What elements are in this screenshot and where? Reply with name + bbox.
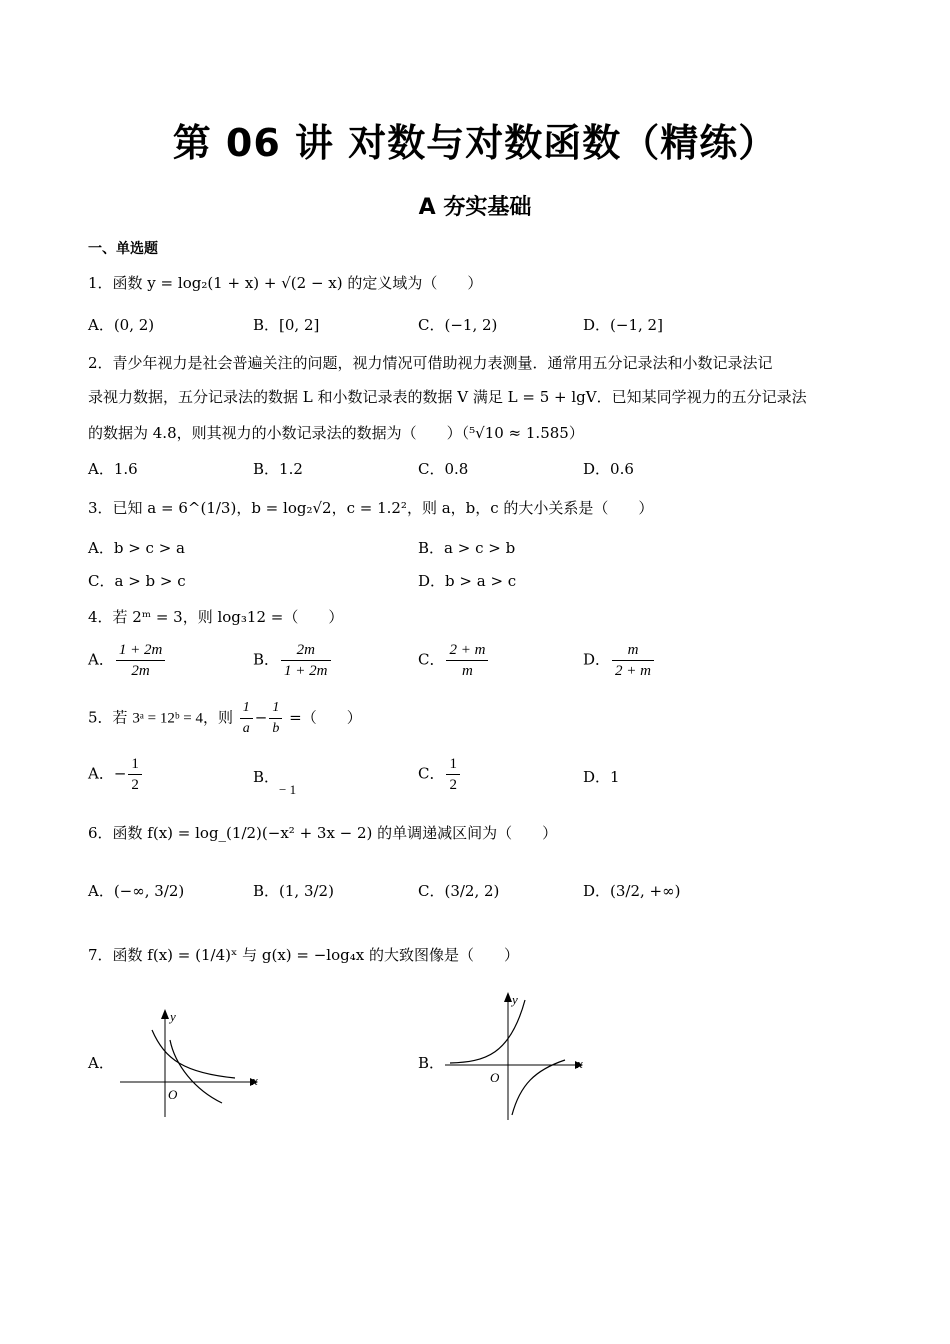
- q5-option-c[interactable]: C． $\frac{1}{2}$: [418, 754, 462, 795]
- graph-a-origin: O: [168, 1087, 178, 1102]
- q6-option-c[interactable]: C．(3/2, 2): [418, 882, 500, 900]
- graph-b-curve-g: [512, 1060, 565, 1115]
- question-2-line-1: 2．青少年视力是社会普遍关注的问题，视力情况可借助视力表测量．通常用五分记录法和小数记录法记: [88, 354, 773, 372]
- q6-option-a[interactable]: A．(−∞, 3/2): [88, 882, 185, 900]
- graph-a-y-label: y: [170, 1009, 176, 1024]
- question-6-stem: 6．函数 f(x) = log_(1/2)(−x² + 3x − 2) 的单调递减区间为（ ）: [88, 824, 558, 842]
- q5-option-d[interactable]: D．1: [583, 768, 620, 786]
- q1-option-b[interactable]: B．[0, 2]: [253, 316, 320, 334]
- q1-option-c[interactable]: C．(−1, 2): [418, 316, 498, 334]
- question-3-stem: 3．已知 a = 6^(1/3)，b = log₂√2，c = 1.2²，则 a，b，c 的大小关系是（ ）: [88, 499, 654, 517]
- q2-option-a[interactable]: A．1.6: [88, 460, 138, 478]
- q4-option-d[interactable]: D． $\frac{m}{2 + m}$: [583, 640, 656, 681]
- q7-option-b[interactable]: B．: [418, 1054, 445, 1072]
- graph-a-curve-f: [152, 1030, 235, 1078]
- graph-a-y-arrow: [161, 1009, 169, 1019]
- graph-b-curve-f: [450, 1000, 525, 1063]
- q5-option-b[interactable]: B．− 1: [253, 768, 297, 797]
- q2-option-b[interactable]: B．1.2: [253, 460, 303, 478]
- q4-option-c[interactable]: C． $\frac{2 + m}{m}$: [418, 640, 490, 681]
- q3-option-a[interactable]: A．b > c > a: [88, 539, 185, 557]
- q7-graph-a: [110, 1005, 270, 1120]
- q6-option-b[interactable]: B．(1, 3/2): [253, 882, 334, 900]
- q3-option-d[interactable]: D．b > a > c: [418, 572, 517, 590]
- q2-option-c[interactable]: C．0.8: [418, 460, 469, 478]
- q3-option-b[interactable]: B．a > c > b: [418, 539, 516, 557]
- question-1-stem: 1．函数 y = log₂(1 + x) + √(2 − x) 的定义域为（ ）: [88, 274, 483, 292]
- section-heading: 一、单选题: [88, 241, 158, 257]
- page-title: 第 06 讲 对数与对数函数（精练）: [172, 121, 778, 165]
- q2-option-d[interactable]: D．0.6: [583, 460, 634, 478]
- q7-option-a[interactable]: A．: [88, 1054, 114, 1072]
- q6-option-d[interactable]: D．(3/2, +∞): [583, 882, 681, 900]
- q1-option-d[interactable]: D．(−1, 2]: [583, 316, 663, 334]
- question-2-line-3: 的数据为 4.8，则其视力的小数记录法的数据为（ ）（⁵√10 ≈ 1.585）: [88, 424, 584, 442]
- graph-b-origin: O: [490, 1070, 500, 1085]
- q7-graph-b: [440, 990, 600, 1125]
- graph-a-x-label: x: [252, 1073, 258, 1088]
- question-7-stem: 7．函数 f(x) = (1/4)ˣ 与 g(x) = −log₄x 的大致图像是（ ）: [88, 946, 519, 964]
- graph-b-x-label: x: [577, 1056, 583, 1071]
- graph-b-y-label: y: [512, 992, 518, 1007]
- graph-a-curve-g: [170, 1040, 222, 1103]
- q4-option-b[interactable]: B． $\frac{2m}{1 + 2m}$: [253, 640, 333, 681]
- section-subtitle: A 夯实基础: [418, 195, 532, 220]
- q5-option-a[interactable]: A．− $\frac{1}{2}$: [88, 754, 144, 795]
- question-5-stem: 5．若 3ᵃ = 12ᵇ = 4，则 $\frac{1}{a}$ − $\frac{1}{b}$ =（ ）: [88, 700, 362, 736]
- question-2-line-2: 录视力数据，五分记录法的数据 L 和小数记录表的数据 V 满足 L = 5 + lgV．已知某同学视力的五分记录法: [88, 388, 807, 406]
- question-4-stem: 4．若 2ᵐ = 3，则 log₃12 =（ ）: [88, 608, 344, 626]
- graph-b-y-arrow: [504, 992, 512, 1002]
- q3-option-c[interactable]: C．a > b > c: [88, 572, 186, 590]
- q1-option-a[interactable]: A．(0, 2): [88, 316, 155, 334]
- q4-option-a[interactable]: A． $\frac{1 + 2m}{2m}$: [88, 640, 167, 681]
